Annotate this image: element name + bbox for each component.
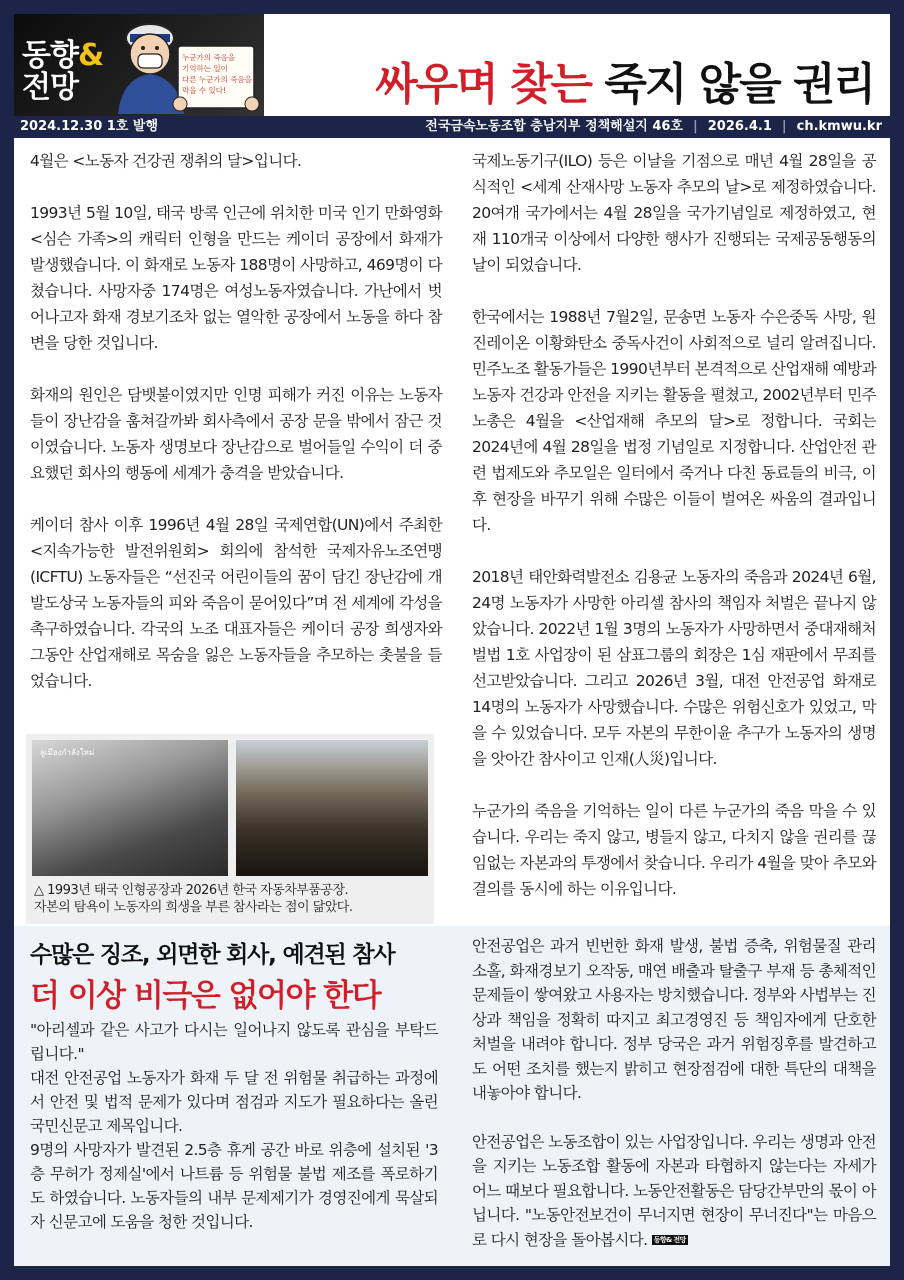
- article-body: [14, 138, 890, 1266]
- main-headline: [375, 48, 874, 112]
- paragraph: 국제노동기구(ILO) 등은 이날을 기점으로 매년 4월 28일을 공식적인 <세계 산재사망 노동자 추모의 날>로 제정하였습니다. 20여개 국가에서는 4월 28일을 국가기념일로 제정하였고, 현재 110개국 이상에서 다양한 행사가 진행되는 국제공동행동의 날이 되었습니다.: [472, 152, 876, 274]
- logo-line1: 동향: [22, 38, 78, 73]
- mini-logo: 동향& 전망: [653, 1236, 686, 1244]
- feature-subtitle: 수많은 징조, 외면한 회사, 예견된 참사: [30, 942, 395, 968]
- caption-line1: △ 1993년 태국 인형공장과 2026년 한국 자동차부품공장.: [34, 883, 349, 898]
- paragraph: 화재의 원인은 담뱃불이였지만 인명 피해가 커진 이유는 노동자들이 장난감을 훔쳐갈까봐 회사측에서 공장 문을 밖에서 잠근 것이였습니다. 노동자 생명보다 장난감으로 벌어들일 수익이 더 중요했던 회사의 행동에 세계가 충격을 받았습니다.: [30, 386, 442, 482]
- svg-text:막을 수 있다!: 막을 수 있다!: [182, 86, 226, 95]
- info-bar: [14, 116, 890, 138]
- paragraph: 케이더 참사 이후 1996년 4월 28일 국제연합(UN)에서 주최한 <지속가능한 발전위원회> 회의에 참석한 국제자유노조연맹(ICFTU) 노동자들은 “선진국 어린이들의 꿈이 담긴 장난감에 개발도상국 노동자들의 피와 죽음이 묻어있다”며 전 세계에 각성을 촉구하였습니다. 각국의 노조 대표자들은 케이더 공장 희생자와 그동안 산업재해로 목숨을 잃은 노동자들을 추모하는 촛불을 들었습니다.: [30, 516, 442, 690]
- caption-line2: 자본의 탐욕이 노동자의 희생을 부른 참사라는 점이 닮았다.: [34, 900, 353, 915]
- feature-headline: 더 이상 비극은 없어야 한다: [30, 978, 381, 1014]
- paragraph-text: 안전공업은 노동조합이 있는 사업장입니다. 우리는 생명과 안전을 지키는 노동조합 활동에 자본과 타협하지 않는다는 자세가 어느 때보다 필요합니다. 노동안전활동은 담당간부만의 몫이 아닙니다. "노동안전보건이 무너지면 현장이 무너진다"는 마음으로 다시 현장을 돌아봅시다.: [472, 1132, 876, 1249]
- feature-text-left: [30, 1018, 438, 1234]
- paragraph: [472, 1130, 876, 1253]
- masthead: [14, 14, 890, 116]
- paragraph: 한국에서는 1988년 7월2일, 문송면 노동자 수은중독 사망, 원진레이온 이황화탄소 중독사건이 사회적으로 널리 알려집니다. 민주노조 활동가들은 1990년부터 본격적으로 산업재해 예방과 노동자 건강과 안전을 지키는 활동을 펼쳤고, 2002년부터 민주노총은 4월을 <산업재해 추모의 달>로 정합니다. 국회는 2024년에 4월 28일을 법정 기념일로 지정합니다. 산업안전 관련 법제도와 추모일은 일터에서 죽거나 다친 동료들의 비극, 이후 현장을 바꾸기 위해 수많은 이들이 벌여온 싸움의 결과입니다.: [472, 308, 876, 534]
- paragraph: 1993년 5월 10일, 태국 방콕 인근에 위치한 미국 인기 만화영화 <심슨 가족>의 캐릭터 인형을 만드는 케이더 공장에서 화재가 발생했습니다. 이 화재로 노동자 188명이 사망하고, 469명이 다쳤습니다. 사망자중 174명은 여성노동자였습니다. 가난에서 벗어나고자 화재 경보기조차 없는 열악한 공장에서 노동을 하다 참변을 당한 것입니다.: [30, 204, 442, 352]
- feature-box-right: [452, 926, 890, 1266]
- issue-date: 2024.12.30 1호 발행: [20, 119, 159, 134]
- paragraph: 대전 안전공업 노동자가 화재 두 달 전 위험물 취급하는 과정에서 안전 및 법적 문제가 있다며 점검과 지도가 필요하다는 올린 국민신문고 제목입니다.: [30, 1069, 438, 1135]
- logo-area: [14, 14, 264, 116]
- factory-fire-photo-2026: [236, 740, 428, 876]
- svg-text:누군가의 죽음을: 누군가의 죽음을: [182, 53, 236, 62]
- left-column: [30, 148, 442, 720]
- publication-logo: [22, 40, 103, 104]
- mascot-illustration: [110, 16, 260, 114]
- factory-fire-photo-1993: [32, 740, 228, 876]
- feature-box-left: [14, 926, 452, 1266]
- photo-block: [26, 734, 434, 924]
- paragraph: 4월은 <노동자 건강권 쟁취의 달>입니다.: [30, 152, 302, 170]
- publisher: 전국금속노동조합 충남지부 정책해설지 46호: [425, 119, 683, 134]
- headline-black: 죽지 않을 권리: [604, 59, 874, 110]
- publication-info: 전국금속노동조합 충남지부 정책해설지 46호 | 2026.4.1 | ch.kmwu.kr: [425, 119, 882, 134]
- paragraph: 9명의 사망자가 발견된 2.5층 휴게 공간 바로 위층에 설치된 '3층 무허가 정제실'에서 나트륨 등 위험물 불법 제조를 폭로하기도 하였습니다. 노동자들의 내부 문제제기가 경영진에게 묵살되자 신문고에 도움을 청한 것입니다.: [30, 1141, 438, 1231]
- logo-ampersand: &: [77, 38, 104, 73]
- headline-red: 싸우며 찾는: [375, 59, 591, 110]
- paragraph: 누군가의 죽음을 기억하는 일이 다른 누군가의 죽음 막을 수 있습니다. 우리는 죽지 않고, 병들지 않고, 다치지 않을 권리를 끊임없는 자본과의 투쟁에서 찾습니다. 우리가 4월을 맞아 추모와 결의를 동시에 하는 이유입니다.: [472, 802, 876, 898]
- paragraph: 안전공업은 과거 빈번한 화재 발생, 불법 증축, 위험물질 관리 소홀, 화재경보기 오작동, 매연 배출과 탈출구 부재 등 총체적인 문제들이 쌓여왔고 사용자는 방치했습니다. 정부와 사법부는 진상과 책임을 정확히 따지고 최고경영진 등 책임자에게 단호한 처벌을 내려야 합니다. 정부 당국은 과거 위험징후를 발견하고도 어떤 조치를 했는지 밝히고 현장점검에 대한 특단의 대책을 내놓아야 합니다.: [472, 937, 876, 1102]
- paragraph: 2018년 태안화력발전소 김용균 노동자의 죽음과 2024년 6월, 24명 노동자가 사망한 아리셀 참사의 책임자 처벌은 끝나지 않았습니다. 2022년 1월 3명의 노동자가 사망하면서 중대재해처벌법 1호 사업장이 된 삼표그룹의 회장은 1심 재판에서 무죄를 선고받았습니다. 그리고 2026년 3월, 대전 안전공업 화재로 14명의 노동자가 사망했습니다. 수많은 위험신호가 있었고, 막을 수 있었습니다. 모두 자본의 무한이윤 추구가 노동자의 생명을 앗아간 참사이고 인재(人災)입니다.: [472, 568, 876, 768]
- svg-text:다른 누군가의 죽음을: 다른 누군가의 죽음을: [182, 75, 252, 84]
- photo-caption: [34, 882, 430, 916]
- feature-text-right: [472, 934, 876, 1266]
- right-column: [472, 148, 876, 928]
- svg-text:기억하는 일이: 기억하는 일이: [182, 64, 228, 73]
- photo-tag: ลูเมืองกำลังใหม่: [40, 748, 95, 757]
- date: 2026.4.1: [707, 119, 772, 134]
- site-link[interactable]: ch.kmwu.kr: [796, 119, 882, 134]
- logo-line2: 전망: [22, 70, 78, 105]
- paragraph: "아리셀과 같은 사고가 다시는 일어나지 않도록 관심을 부탁드립니다.": [30, 1021, 438, 1063]
